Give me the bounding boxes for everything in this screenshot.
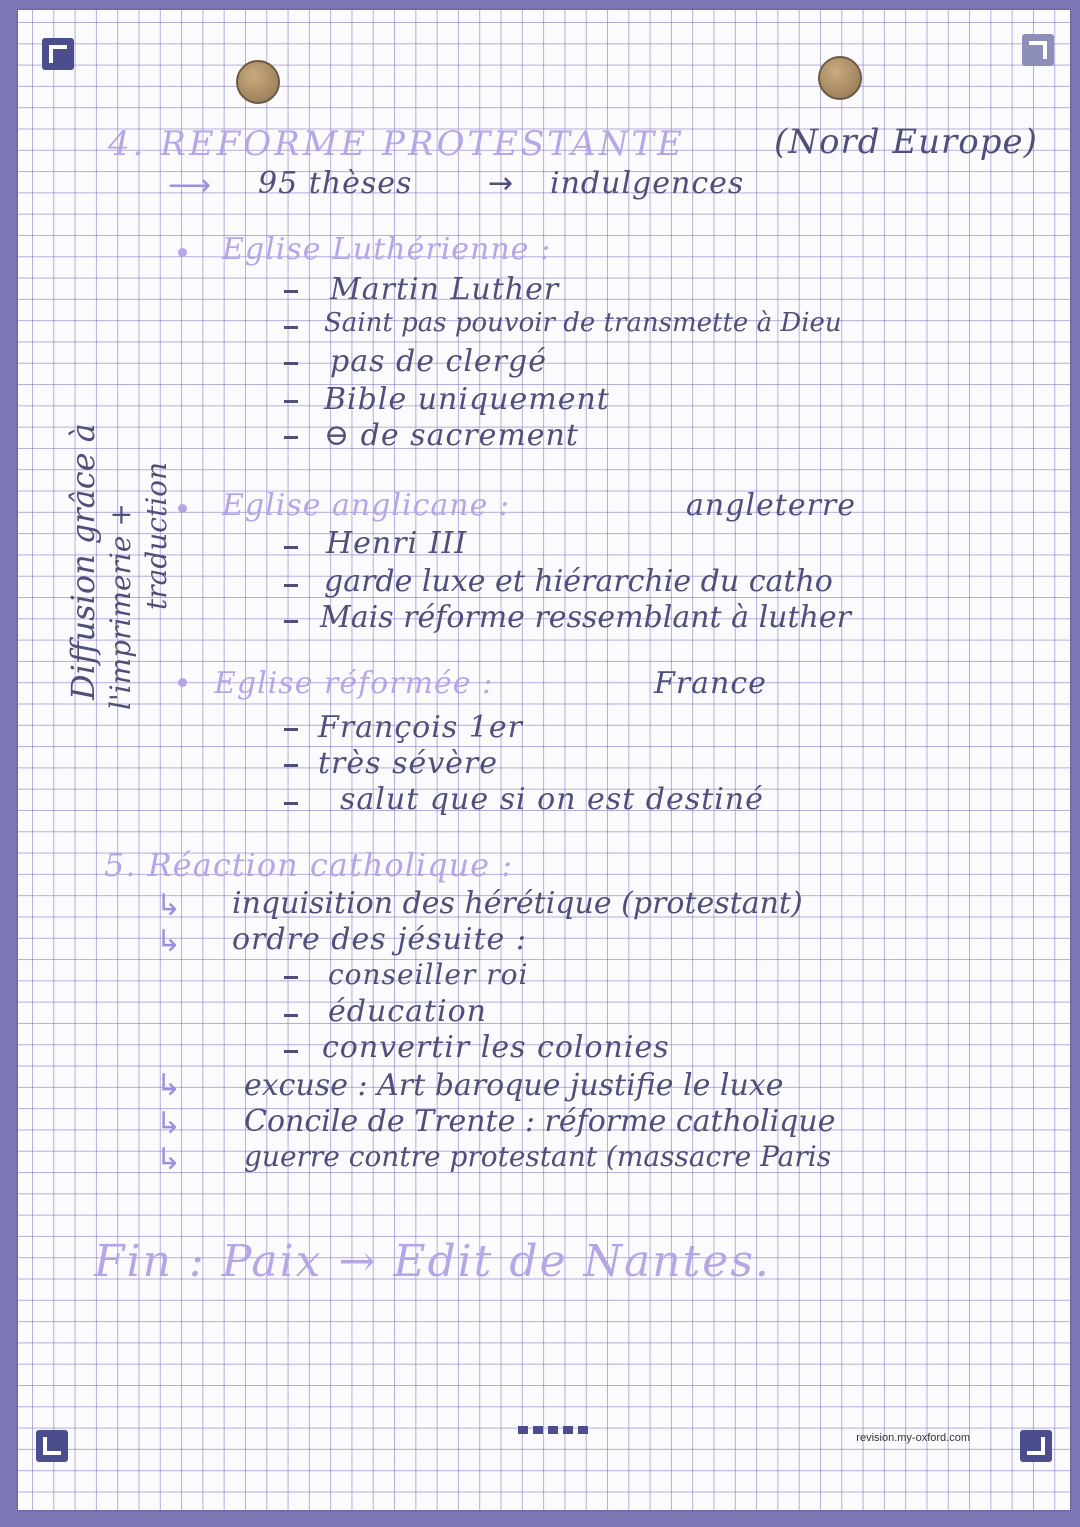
jesuite-item: convertir les colonies	[322, 1030, 670, 1065]
return-arrow-icon: ↳	[156, 924, 182, 959]
page-index-marks	[518, 1419, 593, 1438]
dash-marker	[284, 802, 298, 805]
lutherienne-item: Bible uniquement	[324, 382, 610, 417]
lutherienne-heading: Eglise Luthérienne :	[222, 232, 552, 267]
return-arrow-icon: ↳	[156, 1068, 182, 1103]
lutherienne-item: Saint pas pouvoir de transmette à Dieu	[324, 308, 842, 338]
lutherienne-item: pas de clergé	[330, 344, 547, 379]
reformee-item: salut que si on est destiné	[340, 782, 764, 817]
reformee-item: très sévère	[318, 746, 499, 781]
section-5-more-item: guerre contre protestant (massacre Paris	[244, 1140, 832, 1173]
binder-hole-left	[236, 60, 280, 104]
anglicane-place: angleterre	[686, 488, 857, 523]
return-arrow-icon: ↳	[156, 1106, 182, 1141]
section-5-item: inquisition des hérétique (protestant)	[232, 886, 803, 921]
dash-marker	[284, 764, 298, 767]
jesuite-item: éducation	[328, 994, 487, 1029]
section-5-more-item: Concile de Trente : réforme catholique	[244, 1104, 836, 1139]
anglicane-heading: Eglise anglicane :	[222, 488, 510, 523]
reformee-item: François 1er	[318, 710, 523, 745]
arrow-icon: →	[488, 166, 514, 201]
dash-marker	[284, 362, 298, 365]
lutherienne-item: Martin Luther	[330, 272, 560, 307]
dash-marker	[284, 976, 298, 979]
return-arrow-icon: ↳	[156, 888, 182, 923]
side-note-line-2: l'imprimerie +	[104, 503, 137, 710]
dash-marker	[284, 584, 298, 587]
theses-text: 95 thèses	[258, 166, 413, 201]
jesuite-item: conseiller roi	[328, 958, 529, 991]
conclusion-line: Fin : Paix → Edit de Nantes.	[94, 1236, 771, 1287]
dash-marker	[284, 436, 298, 439]
bullet-dot	[178, 248, 187, 257]
reformee-place: France	[654, 666, 767, 701]
dash-marker	[284, 620, 298, 623]
dash-marker	[284, 728, 298, 731]
footer-url: revision.my-oxford.com	[856, 1432, 970, 1444]
corner-mark-top-right	[1022, 34, 1054, 66]
reformee-heading: Eglise réformée :	[214, 666, 494, 701]
section-5-item: ordre des jésuite :	[232, 922, 527, 957]
dash-marker	[284, 290, 298, 293]
corner-mark-top-left	[42, 38, 74, 70]
indulgences-text: indulgences	[550, 166, 745, 201]
section-4-region: (Nord Europe)	[774, 122, 1038, 162]
section-4-title: 4. REFORME PROTESTANTE	[108, 124, 685, 164]
notebook-page	[18, 10, 1070, 1510]
corner-mark-bottom-left	[36, 1430, 68, 1462]
dash-marker	[284, 1050, 298, 1053]
lutherienne-item: ⊖ de sacrement	[324, 418, 579, 453]
return-arrow-icon: ↳	[156, 1142, 182, 1177]
side-note-line-1: Diffusion grâce à	[64, 423, 102, 700]
bullet-dot	[178, 678, 187, 687]
side-note-line-3: traduction	[140, 461, 173, 610]
arrow-icon: ⟶	[168, 168, 212, 203]
section-5-title: 5. Réaction catholique :	[104, 846, 514, 884]
dash-marker	[284, 400, 298, 403]
dash-marker	[284, 546, 298, 549]
section-5-more-item: excuse : Art baroque justifie le luxe	[244, 1068, 784, 1103]
anglicane-item: garde luxe et hiérarchie du catho	[324, 564, 833, 599]
corner-mark-bottom-right	[1020, 1430, 1052, 1462]
binder-hole-right	[818, 56, 862, 100]
dash-marker	[284, 1014, 298, 1017]
anglicane-item: Mais réforme ressemblant à luther	[320, 600, 851, 635]
bullet-dot	[178, 504, 187, 513]
anglicane-item: Henri III	[326, 526, 468, 561]
dash-marker	[284, 326, 298, 329]
